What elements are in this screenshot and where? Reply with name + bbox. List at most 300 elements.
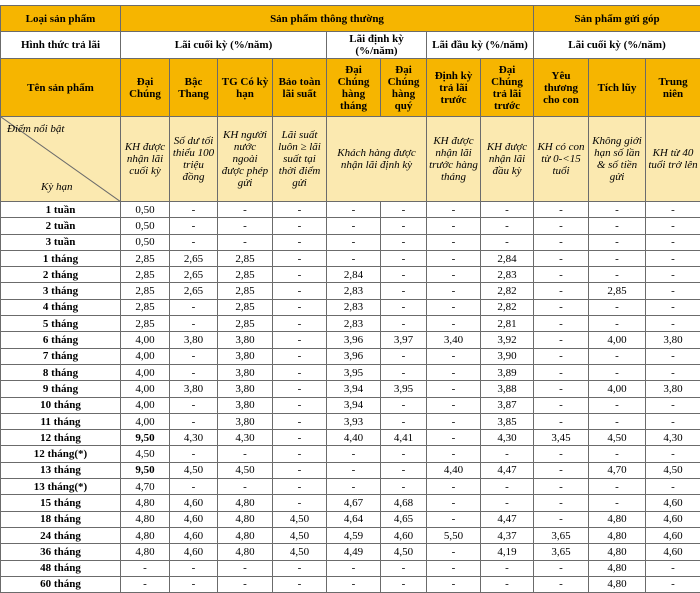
rate-cell: -	[589, 234, 646, 250]
rate-cell: -	[534, 202, 589, 218]
rate-cell: 4,80	[121, 495, 170, 511]
rate-cell: 2,85	[121, 267, 170, 283]
product-name-cell: Đại Chúng hàng quý	[381, 59, 427, 117]
rate-cell: 3,94	[327, 397, 381, 413]
rate-cell: 4,50	[646, 462, 700, 478]
rate-cell: -	[534, 316, 589, 332]
rate-cell: 4,80	[589, 560, 646, 576]
rate-cell: 4,40	[327, 430, 381, 446]
rate-cell: 4,41	[381, 430, 427, 446]
rate-cell: -	[170, 446, 218, 462]
table-row	[1, 332, 700, 348]
rate-cell: -	[427, 511, 481, 527]
table-row	[1, 560, 700, 576]
product-name-cell: Đại Chúng	[121, 59, 170, 117]
rate-cell: -	[327, 462, 381, 478]
table-row	[1, 479, 700, 495]
rate-cell: -	[481, 202, 534, 218]
rate-cell: 3,80	[218, 413, 273, 429]
table-row	[1, 202, 700, 218]
rate-cell: -	[589, 348, 646, 364]
rate-cell: 4,80	[218, 544, 273, 560]
rate-cell: 4,50	[218, 462, 273, 478]
rate-cell: -	[534, 267, 589, 283]
rate-cell: -	[481, 495, 534, 511]
rate-cell: 3,80	[218, 381, 273, 397]
table-row	[1, 413, 700, 429]
rate-cell: 2,84	[327, 267, 381, 283]
rate-cell: -	[170, 576, 218, 592]
rate-cell: -	[427, 348, 481, 364]
rate-cell: 3,93	[327, 413, 381, 429]
rate-cell: 4,00	[121, 332, 170, 348]
rate-rows	[1, 202, 700, 593]
rate-cell: -	[534, 299, 589, 315]
product-name-cell: Đại Chúng trả lãi trước	[481, 59, 534, 117]
rate-cell: 4,60	[381, 527, 427, 543]
rate-cell: -	[273, 202, 327, 218]
rate-cell: 4,50	[273, 544, 327, 560]
rate-cell: 4,60	[646, 544, 700, 560]
rate-cell: 4,49	[327, 544, 381, 560]
rate-cell: -	[481, 576, 534, 592]
rate-cell: 4,50	[381, 544, 427, 560]
rate-cell: -	[218, 218, 273, 234]
rate-cell: -	[534, 364, 589, 380]
product-name-cell: Đại Chúng hàng tháng	[327, 59, 381, 117]
rate-cell: -	[273, 332, 327, 348]
product-note-cell: Lãi suất luôn ≥ lãi suất tại thời điểm gửi	[273, 117, 327, 202]
rate-cell: -	[381, 202, 427, 218]
term-cell: 12 tháng(*)	[1, 446, 121, 462]
periodic-note-cell: Khách hàng được nhận lãi định kỳ	[327, 117, 427, 202]
rate-cell: 4,80	[218, 495, 273, 511]
rate-cell: -	[534, 576, 589, 592]
rate-cell: 4,30	[481, 430, 534, 446]
rate-cell: 4,30	[218, 430, 273, 446]
rate-cell: 2,83	[327, 283, 381, 299]
rate-cell: 0,50	[121, 202, 170, 218]
term-cell: 2 tuần	[1, 218, 121, 234]
rate-cell: 2,81	[481, 316, 534, 332]
rate-cell: 4,60	[646, 527, 700, 543]
rate-cell: -	[218, 576, 273, 592]
rate-cell: -	[381, 234, 427, 250]
rate-cell: -	[427, 364, 481, 380]
rate-cell: -	[170, 299, 218, 315]
table-row	[1, 446, 700, 462]
rate-cell: -	[427, 316, 481, 332]
rate-cell: -	[534, 234, 589, 250]
rate-cell: -	[121, 576, 170, 592]
rate-cell: -	[646, 446, 700, 462]
product-note-cell: KH có con từ 0-<15 tuổi	[534, 117, 589, 202]
header-interest-form: Hình thức trả lãi	[1, 32, 121, 59]
rate-cell: 3,80	[218, 364, 273, 380]
header-product-name: Tên sản phẩm	[1, 59, 121, 117]
table-row	[1, 544, 700, 560]
term-cell: 6 tháng	[1, 332, 121, 348]
rate-cell: -	[121, 560, 170, 576]
rate-cell: -	[646, 348, 700, 364]
rate-cell: 2,85	[218, 316, 273, 332]
rate-cell: -	[427, 479, 481, 495]
rate-cell: 4,60	[170, 495, 218, 511]
header-regular-products: Sản phẩm thông thường	[121, 6, 534, 32]
rate-cell: -	[481, 234, 534, 250]
rate-cell: -	[427, 544, 481, 560]
rate-cell: -	[534, 397, 589, 413]
rate-cell: -	[646, 560, 700, 576]
rate-cell: -	[646, 283, 700, 299]
rate-cell: -	[589, 316, 646, 332]
term-cell: 9 tháng	[1, 381, 121, 397]
header-upfront-interest: Lãi đầu kỳ (%/năm)	[427, 32, 534, 59]
rate-cell: -	[170, 413, 218, 429]
interest-rate-table	[0, 5, 700, 593]
rate-cell: -	[218, 234, 273, 250]
rate-cell: -	[327, 218, 381, 234]
rate-cell: -	[534, 332, 589, 348]
rate-cell: 3,94	[327, 381, 381, 397]
rate-cell: -	[273, 218, 327, 234]
term-cell: 48 tháng	[1, 560, 121, 576]
rate-cell: -	[646, 267, 700, 283]
rate-cell: -	[381, 364, 427, 380]
rate-cell: 4,00	[121, 364, 170, 380]
rate-cell: 3,97	[381, 332, 427, 348]
rate-cell: -	[273, 462, 327, 478]
rate-cell: -	[589, 479, 646, 495]
rate-cell: 3,96	[327, 332, 381, 348]
rate-cell: -	[218, 202, 273, 218]
rate-cell: -	[589, 397, 646, 413]
highlight-term-diagonal-cell	[1, 117, 121, 202]
rate-cell: 4,50	[273, 511, 327, 527]
highlight-label: Điểm nổi bật	[7, 123, 64, 135]
rate-cell: 4,00	[121, 397, 170, 413]
rate-cell: 4,60	[646, 511, 700, 527]
rate-cell: 9,50	[121, 462, 170, 478]
rate-cell: -	[427, 250, 481, 266]
rate-cell: -	[218, 560, 273, 576]
rate-cell: 4,80	[589, 544, 646, 560]
rate-cell: -	[381, 283, 427, 299]
rate-cell: -	[218, 479, 273, 495]
rate-cell: 3,80	[646, 332, 700, 348]
rate-cell: 4,47	[481, 462, 534, 478]
rate-cell: 4,60	[170, 511, 218, 527]
rate-cell: -	[534, 348, 589, 364]
rate-cell: 3,92	[481, 332, 534, 348]
rate-cell: -	[427, 267, 481, 283]
rate-cell: -	[481, 446, 534, 462]
rate-cell: -	[273, 430, 327, 446]
rate-cell: -	[381, 479, 427, 495]
term-cell: 13 tháng	[1, 462, 121, 478]
table-row	[1, 299, 700, 315]
rate-cell: -	[170, 348, 218, 364]
rate-cell: -	[381, 397, 427, 413]
header-end-term-interest: Lãi cuối kỳ (%/năm)	[121, 32, 327, 59]
term-cell: 4 tháng	[1, 299, 121, 315]
rate-cell: 4,47	[481, 511, 534, 527]
rate-cell: -	[646, 364, 700, 380]
rate-cell: -	[427, 413, 481, 429]
rate-cell: -	[589, 250, 646, 266]
rate-cell: -	[589, 495, 646, 511]
rate-cell: 2,85	[218, 250, 273, 266]
rate-cell: -	[589, 299, 646, 315]
product-name-cell: Yêu thương cho con	[534, 59, 589, 117]
rate-cell: 2,84	[481, 250, 534, 266]
rate-cell: 4,59	[327, 527, 381, 543]
term-cell: 18 tháng	[1, 511, 121, 527]
rate-cell: -	[381, 218, 427, 234]
rate-cell: 4,37	[481, 527, 534, 543]
rate-cell: 3,80	[170, 332, 218, 348]
rate-cell: 4,80	[589, 527, 646, 543]
rate-cell: 4,00	[589, 381, 646, 397]
rate-cell: -	[534, 381, 589, 397]
rate-cell: -	[534, 495, 589, 511]
rate-cell: 3,40	[427, 332, 481, 348]
rate-cell: 2,85	[121, 299, 170, 315]
rate-cell: 9,50	[121, 430, 170, 446]
rate-cell: 0,50	[121, 234, 170, 250]
rate-cell: 3,95	[381, 381, 427, 397]
rate-cell: -	[273, 364, 327, 380]
rate-cell: 2,82	[481, 299, 534, 315]
rate-cell: 5,50	[427, 527, 481, 543]
rate-cell: -	[646, 316, 700, 332]
product-name-cell: Bậc Thang	[170, 59, 218, 117]
rate-cell: -	[170, 316, 218, 332]
rate-cell: -	[273, 316, 327, 332]
rate-cell: 4,60	[170, 527, 218, 543]
rate-cell: 4,30	[170, 430, 218, 446]
rate-cell: -	[646, 202, 700, 218]
term-cell: 60 tháng	[1, 576, 121, 592]
rate-cell: -	[327, 576, 381, 592]
rate-cell: 2,65	[170, 267, 218, 283]
rate-cell: -	[534, 250, 589, 266]
product-note-cell: Không giới hạn số lần & số tiền gửi	[589, 117, 646, 202]
rate-cell: 4,50	[273, 527, 327, 543]
rate-cell: 2,65	[170, 283, 218, 299]
rate-cell: -	[646, 299, 700, 315]
rate-cell: -	[381, 413, 427, 429]
rate-cell: -	[589, 413, 646, 429]
rate-cell: -	[273, 283, 327, 299]
rate-cell: 3,80	[218, 348, 273, 364]
term-cell: 7 tháng	[1, 348, 121, 364]
rate-cell: 4,60	[170, 544, 218, 560]
rate-cell: -	[481, 218, 534, 234]
rate-cell: -	[427, 576, 481, 592]
table-row	[1, 218, 700, 234]
rate-cell: 4,80	[218, 527, 273, 543]
rate-cell: 3,80	[218, 332, 273, 348]
rate-cell: 4,60	[646, 495, 700, 511]
rate-cell: 2,65	[170, 250, 218, 266]
table-row	[1, 267, 700, 283]
rate-cell: -	[170, 479, 218, 495]
rate-cell: 2,85	[589, 283, 646, 299]
rate-cell: -	[170, 364, 218, 380]
product-name-cell: Định kỳ trả lãi trước	[427, 59, 481, 117]
product-note-cell: KH từ 40 tuổi trở lên	[646, 117, 700, 202]
rate-cell: -	[589, 267, 646, 283]
rate-cell: -	[327, 560, 381, 576]
table-row	[1, 511, 700, 527]
rate-cell: 3,87	[481, 397, 534, 413]
rate-cell: 3,90	[481, 348, 534, 364]
rate-cell: -	[327, 234, 381, 250]
table-row	[1, 381, 700, 397]
rate-cell: -	[534, 511, 589, 527]
rate-cell: -	[534, 413, 589, 429]
term-cell: 1 tuần	[1, 202, 121, 218]
rate-cell: -	[646, 576, 700, 592]
rate-cell: 3,96	[327, 348, 381, 364]
rate-cell: -	[646, 397, 700, 413]
header-savings-products: Sản phẩm gửi góp	[534, 6, 700, 32]
product-name-cell: Trung niên	[646, 59, 700, 117]
rate-cell: 4,50	[589, 430, 646, 446]
rate-cell: 4,50	[121, 446, 170, 462]
rate-cell: -	[534, 462, 589, 478]
term-cell: 15 tháng	[1, 495, 121, 511]
rate-cell: 2,85	[218, 283, 273, 299]
rate-cell: -	[481, 479, 534, 495]
table-row	[1, 495, 700, 511]
rate-cell: -	[481, 560, 534, 576]
term-cell: 24 tháng	[1, 527, 121, 543]
rate-cell: 3,65	[534, 527, 589, 543]
rate-cell: -	[427, 560, 481, 576]
table-row	[1, 397, 700, 413]
rate-cell: -	[427, 299, 481, 315]
rate-cell: 4,68	[381, 495, 427, 511]
rate-cell: -	[589, 202, 646, 218]
rate-cell: -	[427, 283, 481, 299]
rate-cell: -	[273, 479, 327, 495]
rate-cell: 3,45	[534, 430, 589, 446]
rate-cell: -	[589, 218, 646, 234]
rate-cell: -	[646, 413, 700, 429]
term-cell: 5 tháng	[1, 316, 121, 332]
rate-cell: -	[273, 576, 327, 592]
rate-cell: 3,65	[534, 544, 589, 560]
rate-cell: -	[427, 446, 481, 462]
term-cell: 3 tuần	[1, 234, 121, 250]
term-cell: 13 tháng(*)	[1, 479, 121, 495]
rate-cell: 3,95	[327, 364, 381, 380]
product-name-cell: Tích lũy	[589, 59, 646, 117]
rate-cell: 4,70	[589, 462, 646, 478]
rate-cell: -	[589, 364, 646, 380]
rate-cell: -	[381, 560, 427, 576]
rate-cell: 2,85	[218, 267, 273, 283]
term-cell: 11 tháng	[1, 413, 121, 429]
table-row	[1, 462, 700, 478]
term-label: Kỳ hạn	[41, 181, 72, 193]
rate-cell: -	[273, 267, 327, 283]
rate-cell: -	[327, 202, 381, 218]
rate-cell: -	[381, 348, 427, 364]
rate-cell: -	[273, 560, 327, 576]
rate-cell: -	[170, 218, 218, 234]
rate-cell: -	[273, 446, 327, 462]
rate-cell: -	[427, 234, 481, 250]
rate-cell: -	[427, 430, 481, 446]
table-row	[1, 316, 700, 332]
rate-cell: -	[273, 234, 327, 250]
rate-cell: 2,83	[327, 299, 381, 315]
rate-cell: -	[381, 250, 427, 266]
rate-cell: 4,80	[121, 527, 170, 543]
rate-cell: 3,85	[481, 413, 534, 429]
rate-cell: 0,50	[121, 218, 170, 234]
rate-cell: 4,00	[589, 332, 646, 348]
table-row	[1, 234, 700, 250]
rate-cell: 4,80	[218, 511, 273, 527]
term-cell: 12 tháng	[1, 430, 121, 446]
table-row	[1, 348, 700, 364]
rate-cell: -	[646, 218, 700, 234]
product-name-cell: Bảo toàn lãi suất	[273, 59, 327, 117]
table-row	[1, 576, 700, 592]
rate-cell: 4,40	[427, 462, 481, 478]
rate-cell: -	[381, 316, 427, 332]
rate-cell: -	[327, 250, 381, 266]
rate-cell: -	[534, 479, 589, 495]
rate-cell: -	[427, 495, 481, 511]
rate-cell: 4,30	[646, 430, 700, 446]
rate-cell: -	[273, 381, 327, 397]
cropped-caption-strip	[0, 0, 700, 5]
rate-cell: 4,67	[327, 495, 381, 511]
product-note-cell: KH được nhận lãi trước hàng tháng	[427, 117, 481, 202]
rate-cell: -	[381, 576, 427, 592]
rate-cell: -	[170, 202, 218, 218]
product-name-cell: TG Có kỳ hạn	[218, 59, 273, 117]
rate-cell: 2,85	[218, 299, 273, 315]
table-row	[1, 283, 700, 299]
header-periodic-interest: Lãi định kỳ (%/năm)	[327, 32, 427, 59]
rate-cell: 4,65	[381, 511, 427, 527]
rate-cell: 2,85	[121, 316, 170, 332]
table-row	[1, 430, 700, 446]
term-cell: 2 tháng	[1, 267, 121, 283]
rate-cell: 4,00	[121, 348, 170, 364]
rate-cell: 3,80	[170, 381, 218, 397]
rate-cell: -	[273, 413, 327, 429]
rate-cell: -	[327, 479, 381, 495]
product-note-cell: KH được nhận lãi cuối kỳ	[121, 117, 170, 202]
table-row	[1, 364, 700, 380]
rate-cell: -	[170, 560, 218, 576]
rate-cell: 4,80	[121, 511, 170, 527]
rate-cell: -	[646, 479, 700, 495]
term-cell: 8 tháng	[1, 364, 121, 380]
header-product-type: Loại sản phẩm	[1, 6, 121, 32]
product-note-cell: Số dư tối thiểu 100 triệu đồng	[170, 117, 218, 202]
term-cell: 36 tháng	[1, 544, 121, 560]
rate-cell: 3,80	[646, 381, 700, 397]
rate-cell: 2,85	[121, 250, 170, 266]
